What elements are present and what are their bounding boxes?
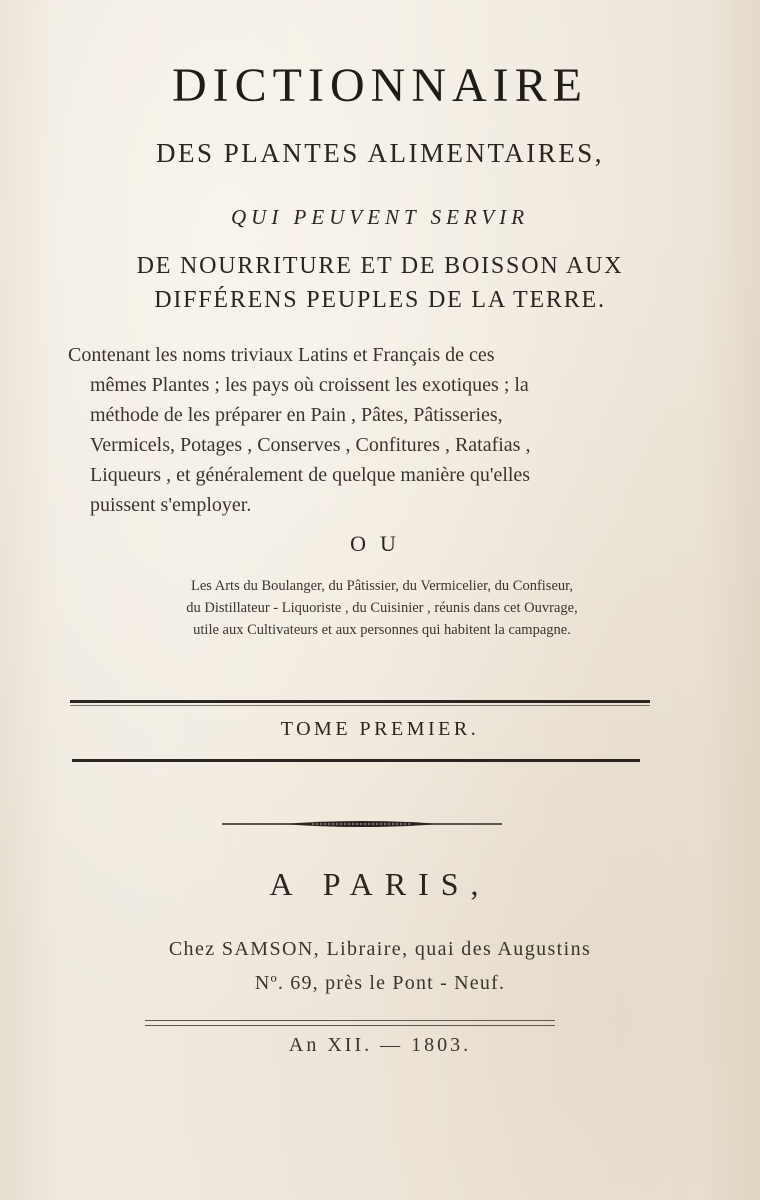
contents-line-2: mêmes Plantes ; les pays où croissent les exotiques ; la — [90, 374, 529, 396]
subtitle-line-1: DES PLANTES ALIMENTAIRES, — [155, 138, 605, 168]
contents-line-4: Vermicels, Potages , Conserves , Confitures , Ratafias , — [90, 434, 531, 456]
place-of-publication: A PARIS, — [269, 866, 491, 902]
double-rule-lower — [145, 1025, 555, 1026]
arts-line-2: du Distillateur - Liquoriste , du Cuisinier , réunis dans cet Ouvrage, — [186, 600, 578, 616]
publisher-line-2: Nº. 69, près le Pont - Neuf. — [254, 972, 506, 994]
arts-description — [72, 575, 692, 641]
contents-line-3: méthode de les préparer en Pain , Pâtes, Pâtisseries, — [90, 404, 503, 426]
publisher-line-1: Chez SAMSON, Libraire, quai des Augustins — [168, 938, 592, 960]
book-title: DICTIONNAIRE — [172, 59, 588, 112]
thick-rule-bottom — [72, 759, 640, 762]
arts-line-3: utile aux Cultivateurs et aux personnes qui habitent la campagne. — [193, 622, 571, 638]
contents-line-1: Contenant les noms triviaux Latins et Français de ces — [68, 344, 495, 366]
publication-date: An XII. — 1803. — [288, 1034, 472, 1056]
subtitle-line-3: DE NOURRITURE ET DE BOISSON AUX — [136, 253, 624, 279]
contents-description — [68, 340, 660, 520]
contents-line-6: puissent s'employer. — [90, 494, 252, 516]
contents-line-5: Liqueurs , et généralement de quelque manière qu'elles — [90, 464, 531, 486]
thick-rule-top — [70, 700, 650, 703]
thin-rule-top — [70, 705, 650, 706]
volume-label: TOME PREMIER. — [280, 718, 480, 740]
ornament-rule — [222, 818, 502, 830]
subtitle-line-2: QUI PEUVENT SERVIR — [230, 205, 530, 229]
arts-line-1: Les Arts du Boulanger, du Pâtissier, du Vermicelier, du Confiseur, — [191, 578, 573, 594]
double-rule-upper — [145, 1020, 555, 1021]
subtitle-line-4: DIFFÉRENS PEUPLES DE LA TERRE. — [154, 287, 606, 313]
ou-separator: OU — [350, 531, 410, 556]
